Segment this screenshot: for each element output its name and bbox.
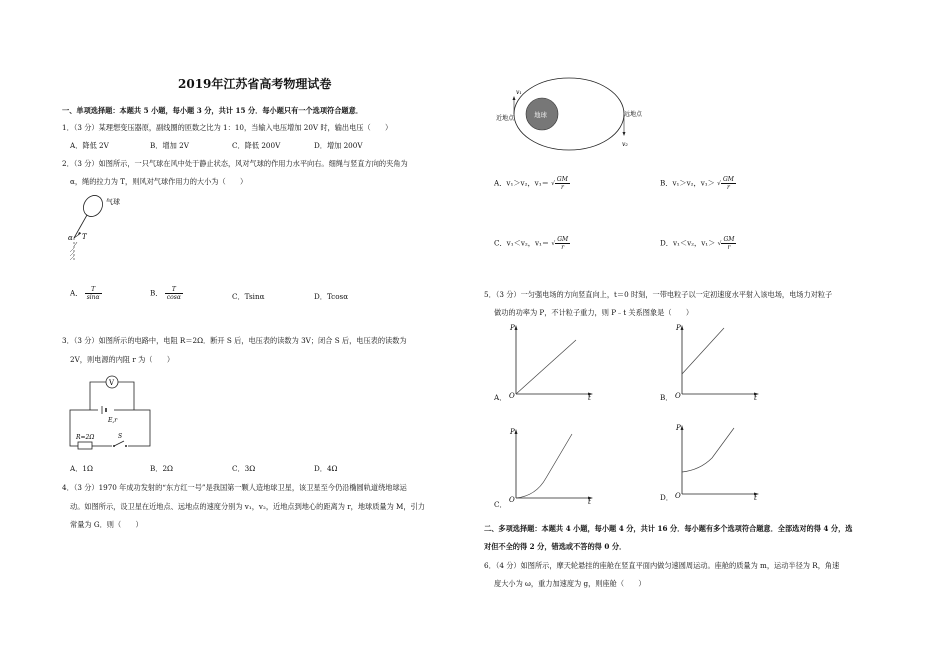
orbit-figure <box>494 72 643 156</box>
section-2-heading-line2: 对但不全的得 2 分，错选或不答的得 0 分． <box>484 542 627 551</box>
q4-option-a: A．v₁＞v₂，v₁＝ √ $\frac{GM}{r}$ <box>494 176 568 191</box>
question-5-stem-line2: 做功的功率为 P，不计粒子重力，则 P﹣t 关系图象是（ ） <box>494 308 694 317</box>
v1-label: v₁ <box>516 89 522 96</box>
axis-t-label: t <box>588 498 591 506</box>
q1-option-d: D．增加 200V <box>314 141 363 150</box>
axis-t-label: t <box>754 394 757 402</box>
q5-option-a: A． <box>494 393 507 402</box>
question-3-stem-line1: 3．（3 分）如图所示的电路中，电阻 R＝2Ω．断开 S 后，电压表的读数为 3V；闭合 S 后，电压表的读数为 <box>62 336 407 345</box>
section-2-heading-line1: 二、多项选择题：本题共 4 小题，每小题 4 分，共计 16 分．每小题有多个选项符合题意．全部选对的得 4 分，选 <box>484 524 853 533</box>
graph-b <box>672 322 762 400</box>
near-point-label: 近地点 <box>496 115 515 122</box>
q1-option-a: A．降低 2V <box>70 141 109 150</box>
balloon-figure <box>62 192 142 264</box>
axis-p-label: P <box>676 324 681 332</box>
q3-option-b: B．2Ω <box>150 464 174 473</box>
far-point-label: 远地点 <box>624 111 643 118</box>
question-2-stem-line1: 2．（3 分）如图所示，一只气球在风中处于静止状态，风对气球的作用力水平向右。细绳与竖直方向的夹角为 <box>62 159 408 168</box>
question-4-stem-line2: 动。如图所示，设卫星在近地点、远地点的速度分别为 v₁，v₂，近地点到地心的距离为 r，地球质量为 M，引力 <box>70 502 425 511</box>
earth-label: 地球 <box>534 111 547 119</box>
q4-option-b: B．v₁＞v₂，v₁＞ √ $\frac{GM}{r}$ <box>660 176 734 191</box>
question-3-stem-line2: 2V，则电源的内阻 r 为（ ） <box>70 355 175 364</box>
question-6-stem-line1: 6．（4 分）如图所示，摩天轮悬挂的座舱在竖直平面内做匀速圆周运动。座舱的质量为 m，运动半径为 R，角速 <box>484 561 840 570</box>
q2-option-d: D．Tcosα <box>314 292 349 301</box>
section-heading: 一、单项选择题：本题共 5 小题，每小题 3 分，共计 15 分．每小题只有一个选项符合题意． <box>62 106 363 115</box>
graph-c <box>506 426 596 504</box>
q5-option-b: B． <box>660 393 673 402</box>
switch-label: S <box>118 433 123 440</box>
question-4-stem-line1: 4．（3 分）1970 年成功发射的“东方红一号”是我国第一颗人造地球卫星，该卫星至今仍沿椭圆轨道绕地球运 <box>62 483 407 492</box>
graph-d <box>672 422 762 500</box>
q1-option-c: C．降低 200V <box>232 141 281 150</box>
question-1-stem: 1．（3 分）某理想变压器原，副线圈的匝数之比为 1：10，当输入电压增加 20V 时，输出电压（ ） <box>62 123 393 132</box>
axis-p-label: P <box>510 428 515 436</box>
circuit-figure <box>68 372 158 452</box>
q4-option-c: C．v₁＜v₂，v₁＝ √ $\frac{GM}{r}$ <box>494 236 569 251</box>
q5-option-c: C． <box>494 500 507 509</box>
q3-option-a: A．1Ω <box>70 464 93 473</box>
origin-label: O <box>509 496 515 504</box>
q1-option-b: B．增加 2V <box>150 141 189 150</box>
origin-label: O <box>675 492 681 500</box>
q5-option-d: D． <box>660 493 673 502</box>
balloon-label: 气球 <box>106 198 120 206</box>
q2-option-c: C．Tsinα <box>232 292 265 301</box>
graph-a <box>506 322 596 400</box>
question-4-stem-line3: 常量为 G．则（ ） <box>70 520 143 529</box>
q2-option-b: B． $\frac{T}{\cos\alpha}$ <box>150 286 181 301</box>
voltmeter-label: V <box>109 379 115 387</box>
q2-option-a: A． $\frac{T}{\sin\alpha}$ <box>70 286 100 301</box>
q3-option-c: C．3Ω <box>232 464 256 473</box>
question-5-stem-line1: 5．（3 分）一匀强电场的方向竖直向上，t＝0 时刻，一带电粒子以一定初速度水平射入该电场，电场力对粒子 <box>484 290 833 299</box>
q3-option-d: D．4Ω <box>314 464 338 473</box>
question-6-stem-line2: 度大小为 ω，重力加速度为 g，则座舱（ ） <box>494 579 646 588</box>
page-title: 2019年江苏省高考物理试卷 <box>178 77 332 91</box>
origin-label: O <box>675 392 681 400</box>
q4-option-d: D．v₁＜v₂，v₁＞ √ $\frac{GM}{r}$ <box>660 236 735 251</box>
axis-p-label: P <box>676 424 681 432</box>
resistor-label: R=2Ω <box>76 434 95 441</box>
axis-t-label: t <box>754 494 757 502</box>
source-label: E,r <box>108 417 118 424</box>
axis-p-label: P <box>510 324 515 332</box>
question-2-stem-line2: α，绳的拉力为 T，则风对气球作用力的大小为（ ） <box>70 177 248 186</box>
origin-label: O <box>509 392 515 400</box>
axis-t-label: t <box>588 394 591 402</box>
tension-label: T <box>82 233 87 241</box>
alpha-label: α <box>68 234 73 242</box>
v2-label: v₂ <box>622 141 628 148</box>
